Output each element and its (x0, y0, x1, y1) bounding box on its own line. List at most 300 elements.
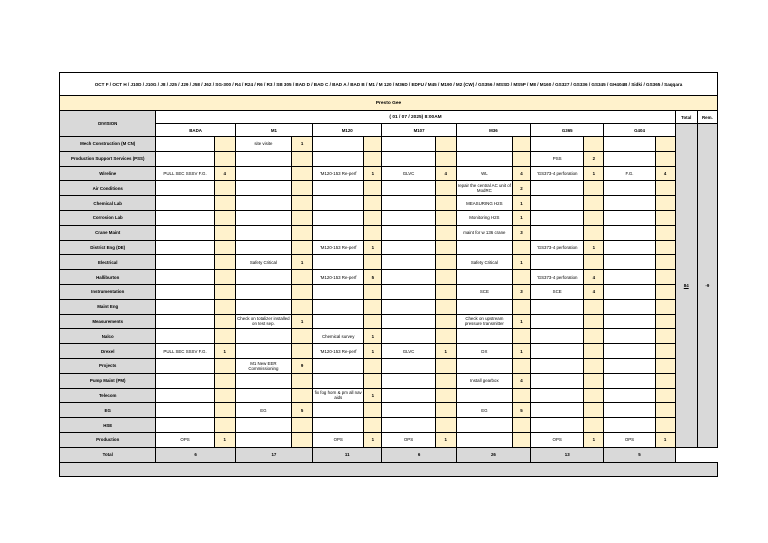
table-row (60, 418, 718, 433)
table-row (60, 151, 718, 166)
count-cell (364, 358, 382, 373)
task-cell (604, 299, 655, 314)
division-label: Corrosion Lab (60, 210, 156, 225)
task-cell (313, 314, 364, 329)
count-cell (214, 329, 235, 344)
task-cell (456, 358, 512, 373)
task-cell (531, 329, 584, 344)
count-cell (584, 403, 604, 418)
task-cell (456, 240, 512, 255)
task-cell (382, 403, 435, 418)
count-cell: 1 (584, 166, 604, 181)
count-cell (214, 196, 235, 211)
count-cell (435, 151, 456, 166)
table-row (60, 284, 718, 299)
count-cell (292, 284, 313, 299)
task-cell (313, 255, 364, 270)
task-cell: 'M120-153 Re-perf (313, 166, 364, 181)
count-cell (292, 373, 313, 388)
count-cell: 1 (292, 314, 313, 329)
count-cell: 1 (584, 432, 604, 447)
task-cell: PULL SEC SSSV F.G. (156, 166, 214, 181)
count-cell (655, 299, 675, 314)
division-label: Mech Construction (M CN) (60, 137, 156, 152)
task-cell: GLVC (382, 166, 435, 181)
task-cell (235, 270, 291, 285)
count-cell: 1 (292, 255, 313, 270)
task-cell (156, 284, 214, 299)
count-cell (214, 299, 235, 314)
task-cell (156, 240, 214, 255)
count-cell (584, 388, 604, 403)
count-cell (214, 358, 235, 373)
count-cell (364, 255, 382, 270)
task-cell (382, 255, 435, 270)
division-label: Production (60, 432, 156, 447)
count-cell (435, 210, 456, 225)
division-label: Halliburton (60, 270, 156, 285)
count-cell (364, 196, 382, 211)
column-total: 11 (313, 447, 382, 462)
count-cell (512, 270, 530, 285)
table-row (60, 196, 718, 211)
division-label: EG (60, 403, 156, 418)
count-cell (364, 373, 382, 388)
count-cell (655, 314, 675, 329)
task-cell (604, 181, 655, 196)
task-cell (382, 329, 435, 344)
task-cell: fix fog horn & pm all nav aids (313, 388, 364, 403)
count-cell (214, 388, 235, 403)
table-row (60, 240, 718, 255)
totals-label: Total (60, 447, 156, 462)
count-cell (655, 270, 675, 285)
count-cell: 1 (364, 432, 382, 447)
task-cell (156, 329, 214, 344)
count-cell (655, 388, 675, 403)
task-cell (531, 403, 584, 418)
column-header-g404: G404 (604, 124, 675, 137)
table-row (60, 225, 718, 240)
task-cell: OPS (156, 432, 214, 447)
count-cell (435, 314, 456, 329)
task-cell: F.G. (604, 166, 655, 181)
division-label: HSE (60, 418, 156, 433)
count-cell (435, 373, 456, 388)
count-cell (292, 432, 313, 447)
table-row (60, 329, 718, 344)
count-cell (214, 137, 235, 152)
task-cell: Check on totalizer installed on test sep. (235, 314, 291, 329)
task-cell (313, 299, 364, 314)
division-label: Measurements (60, 314, 156, 329)
task-cell (604, 196, 655, 211)
task-cell (235, 210, 291, 225)
task-cell: OPS (382, 432, 435, 447)
task-cell (313, 210, 364, 225)
count-cell (435, 284, 456, 299)
task-cell (604, 329, 655, 344)
count-cell (292, 418, 313, 433)
task-cell (156, 358, 214, 373)
count-cell: 1 (364, 240, 382, 255)
count-cell (292, 270, 313, 285)
table-row (60, 137, 718, 152)
task-cell: 'GS373-4 perforation (531, 166, 584, 181)
column-header-bada: BADA (156, 124, 235, 137)
task-cell (382, 240, 435, 255)
count-cell: 1 (512, 255, 530, 270)
count-cell (655, 329, 675, 344)
task-cell (604, 388, 655, 403)
table-row (60, 344, 718, 359)
table-row (60, 181, 718, 196)
task-cell (604, 151, 655, 166)
task-cell (382, 388, 435, 403)
column-total: 5 (604, 447, 675, 462)
task-cell: M1 New EER Commissioning (235, 358, 291, 373)
task-cell (604, 418, 655, 433)
task-cell: EG (456, 403, 512, 418)
division-label: Instrumentation (60, 284, 156, 299)
task-cell (456, 388, 512, 403)
division-label: Projects (60, 358, 156, 373)
task-cell (235, 240, 291, 255)
task-cell (456, 137, 512, 152)
count-cell: 1 (364, 344, 382, 359)
table-row (60, 299, 718, 314)
remaining-cell: -9 (697, 124, 717, 448)
task-cell (604, 284, 655, 299)
task-cell (604, 225, 655, 240)
task-cell: Check on upstream pressure transmitter (456, 314, 512, 329)
division-label: Chemical Lab (60, 196, 156, 211)
task-cell (382, 314, 435, 329)
count-cell (435, 418, 456, 433)
total-header: Total (675, 111, 697, 124)
table-row (60, 314, 718, 329)
count-cell: 1 (364, 388, 382, 403)
count-cell (214, 255, 235, 270)
count-cell (435, 181, 456, 196)
task-cell (531, 388, 584, 403)
division-label: Electrical (60, 255, 156, 270)
task-cell: MEASURING H2S (456, 196, 512, 211)
wells-header: OCT F / OCT H / J10D / J10G / J8 / J25 / J29 / J58 / J62 / SG-300 / R4 / R24 / R6 / R3 / SB 305 / BAD D / BAD C / BAD A / BAD B / M1 / M 120 / M36D / EDFU / M45 / M190 / M2 (CW) / GS356 / MSSD / MS5P / M8 / M160 / GS327 / GS336 / GS345 / GH404B / Sidki / GS365 / Saqqara (60, 73, 718, 96)
table-row (60, 432, 718, 447)
task-cell (313, 284, 364, 299)
count-cell: 1 (214, 432, 235, 447)
count-cell (364, 225, 382, 240)
count-cell (512, 358, 530, 373)
count-cell: 4 (512, 166, 530, 181)
division-label: Crane Maint (60, 225, 156, 240)
task-cell (313, 196, 364, 211)
count-cell: 2 (512, 181, 530, 196)
count-cell: 4 (214, 166, 235, 181)
task-cell (531, 210, 584, 225)
count-cell (655, 137, 675, 152)
task-cell: PSS (531, 151, 584, 166)
count-cell: 1 (364, 166, 382, 181)
task-cell: DX (456, 344, 512, 359)
table-row (60, 358, 718, 373)
column-header-m36: M36 (456, 124, 530, 137)
task-cell: PULL SEC SSSV F.G. (156, 344, 214, 359)
task-cell (604, 403, 655, 418)
count-cell (364, 299, 382, 314)
count-cell (364, 210, 382, 225)
count-cell (584, 314, 604, 329)
task-cell (531, 373, 584, 388)
count-cell (292, 225, 313, 240)
task-cell (235, 418, 291, 433)
task-cell (313, 358, 364, 373)
task-cell (313, 151, 364, 166)
task-cell: SCE (456, 284, 512, 299)
task-cell (235, 373, 291, 388)
task-cell: EG (235, 403, 291, 418)
task-cell: maint for w 136 crane (456, 225, 512, 240)
count-cell (292, 240, 313, 255)
task-cell (604, 255, 655, 270)
count-cell (435, 299, 456, 314)
count-cell (584, 418, 604, 433)
table-row (60, 403, 718, 418)
count-cell (512, 151, 530, 166)
task-cell (235, 344, 291, 359)
task-cell: Install gearbox (456, 373, 512, 388)
task-cell (382, 270, 435, 285)
manpower-table (59, 72, 718, 477)
task-cell (531, 314, 584, 329)
column-total: 26 (456, 447, 530, 462)
division-label: District Eng (DE) (60, 240, 156, 255)
count-cell (655, 181, 675, 196)
task-cell (456, 299, 512, 314)
task-cell (456, 329, 512, 344)
count-cell (292, 196, 313, 211)
task-cell (313, 418, 364, 433)
count-cell (214, 373, 235, 388)
task-cell (604, 344, 655, 359)
count-cell: 9 (292, 358, 313, 373)
task-cell: 'GS373-4 perforation (531, 270, 584, 285)
task-cell (382, 299, 435, 314)
task-cell (531, 196, 584, 211)
task-cell (235, 166, 291, 181)
task-cell (156, 388, 214, 403)
count-cell: 5 (292, 403, 313, 418)
task-cell: OPS (313, 432, 364, 447)
column-header-m107: M107 (382, 124, 456, 137)
division-header: DIVISION (60, 111, 156, 137)
task-cell (382, 196, 435, 211)
count-cell (584, 255, 604, 270)
count-cell (292, 181, 313, 196)
company-header: Presto Gee (60, 96, 718, 111)
task-cell (531, 344, 584, 359)
task-cell (235, 432, 291, 447)
count-cell (435, 403, 456, 418)
task-cell (604, 314, 655, 329)
task-cell (235, 151, 291, 166)
count-cell (512, 418, 530, 433)
count-cell (584, 196, 604, 211)
task-cell: Monitoring H2S (456, 210, 512, 225)
count-cell (435, 225, 456, 240)
count-cell (655, 210, 675, 225)
table-row (60, 255, 718, 270)
column-total: 17 (235, 447, 312, 462)
count-cell (364, 137, 382, 152)
task-cell (531, 358, 584, 373)
task-cell (382, 358, 435, 373)
count-cell (584, 373, 604, 388)
table-row (60, 270, 718, 285)
task-cell (382, 373, 435, 388)
count-cell: 5 (512, 403, 530, 418)
count-cell (584, 299, 604, 314)
count-cell (512, 388, 530, 403)
count-cell (364, 181, 382, 196)
count-cell: 1 (512, 344, 530, 359)
count-cell (364, 418, 382, 433)
task-cell (604, 240, 655, 255)
count-cell (214, 151, 235, 166)
count-cell (435, 137, 456, 152)
task-cell (313, 373, 364, 388)
task-cell (313, 181, 364, 196)
grand-total-cell: 84 (675, 124, 697, 448)
count-cell: 1 (364, 329, 382, 344)
task-cell: OPS (604, 432, 655, 447)
count-cell: 4 (512, 373, 530, 388)
count-cell (292, 151, 313, 166)
task-cell (456, 151, 512, 166)
task-cell (531, 225, 584, 240)
count-cell (292, 299, 313, 314)
count-cell (214, 284, 235, 299)
task-cell (382, 137, 435, 152)
task-cell (235, 388, 291, 403)
count-cell: 1 (435, 344, 456, 359)
count-cell: 1 (292, 137, 313, 152)
manpower-sheet (59, 72, 718, 477)
count-cell: 4 (655, 166, 675, 181)
task-cell: Safety Critical (456, 255, 512, 270)
count-cell: 1 (435, 432, 456, 447)
count-cell (435, 240, 456, 255)
division-label: Telecom (60, 388, 156, 403)
column-header-m1: M1 (235, 124, 312, 137)
task-cell (456, 418, 512, 433)
count-cell (655, 418, 675, 433)
task-cell (456, 270, 512, 285)
count-cell (292, 329, 313, 344)
count-cell (214, 181, 235, 196)
count-cell (655, 255, 675, 270)
task-cell (456, 432, 512, 447)
count-cell (435, 358, 456, 373)
task-cell (313, 403, 364, 418)
count-cell (512, 240, 530, 255)
division-label: Drexel (60, 344, 156, 359)
count-cell (655, 196, 675, 211)
count-cell (364, 403, 382, 418)
count-cell (214, 418, 235, 433)
count-cell: 1 (512, 210, 530, 225)
task-cell: 'M120-153 Re-perf (313, 270, 364, 285)
task-cell (235, 284, 291, 299)
task-cell (604, 137, 655, 152)
count-cell: 5 (364, 270, 382, 285)
count-cell (292, 210, 313, 225)
table-row (60, 210, 718, 225)
column-header-m120: M120 (313, 124, 382, 137)
count-cell (435, 255, 456, 270)
count-cell: 1 (512, 314, 530, 329)
task-cell (382, 284, 435, 299)
task-cell (531, 181, 584, 196)
count-cell (512, 299, 530, 314)
division-label: Production Support Services (PSS) (60, 151, 156, 166)
count-cell (655, 151, 675, 166)
count-cell (512, 137, 530, 152)
division-label: Nalco (60, 329, 156, 344)
task-cell: 'M120-153 Re-perf (313, 344, 364, 359)
task-cell (382, 225, 435, 240)
division-label: Maint Eng (60, 299, 156, 314)
task-cell (382, 181, 435, 196)
column-total: 6 (382, 447, 456, 462)
task-cell (156, 196, 214, 211)
task-cell (531, 418, 584, 433)
task-cell (604, 210, 655, 225)
column-header-g365: G365 (531, 124, 604, 137)
count-cell (655, 373, 675, 388)
task-cell (156, 314, 214, 329)
count-cell (584, 210, 604, 225)
task-cell (156, 270, 214, 285)
count-cell (364, 314, 382, 329)
task-cell (313, 225, 364, 240)
count-cell (584, 358, 604, 373)
count-cell: 1 (584, 240, 604, 255)
task-cell (235, 196, 291, 211)
task-cell (156, 225, 214, 240)
task-cell (156, 373, 214, 388)
table-row (60, 373, 718, 388)
task-cell (156, 151, 214, 166)
task-cell (156, 418, 214, 433)
task-cell (156, 137, 214, 152)
task-cell (604, 373, 655, 388)
task-cell (604, 358, 655, 373)
task-cell (156, 181, 214, 196)
task-cell: WL (456, 166, 512, 181)
task-cell (156, 255, 214, 270)
count-cell (584, 225, 604, 240)
task-cell (235, 225, 291, 240)
count-cell (655, 284, 675, 299)
count-cell (214, 270, 235, 285)
count-cell (292, 344, 313, 359)
task-cell: Safety Critical (235, 255, 291, 270)
task-cell (235, 329, 291, 344)
column-total: 13 (531, 447, 604, 462)
task-cell (235, 299, 291, 314)
